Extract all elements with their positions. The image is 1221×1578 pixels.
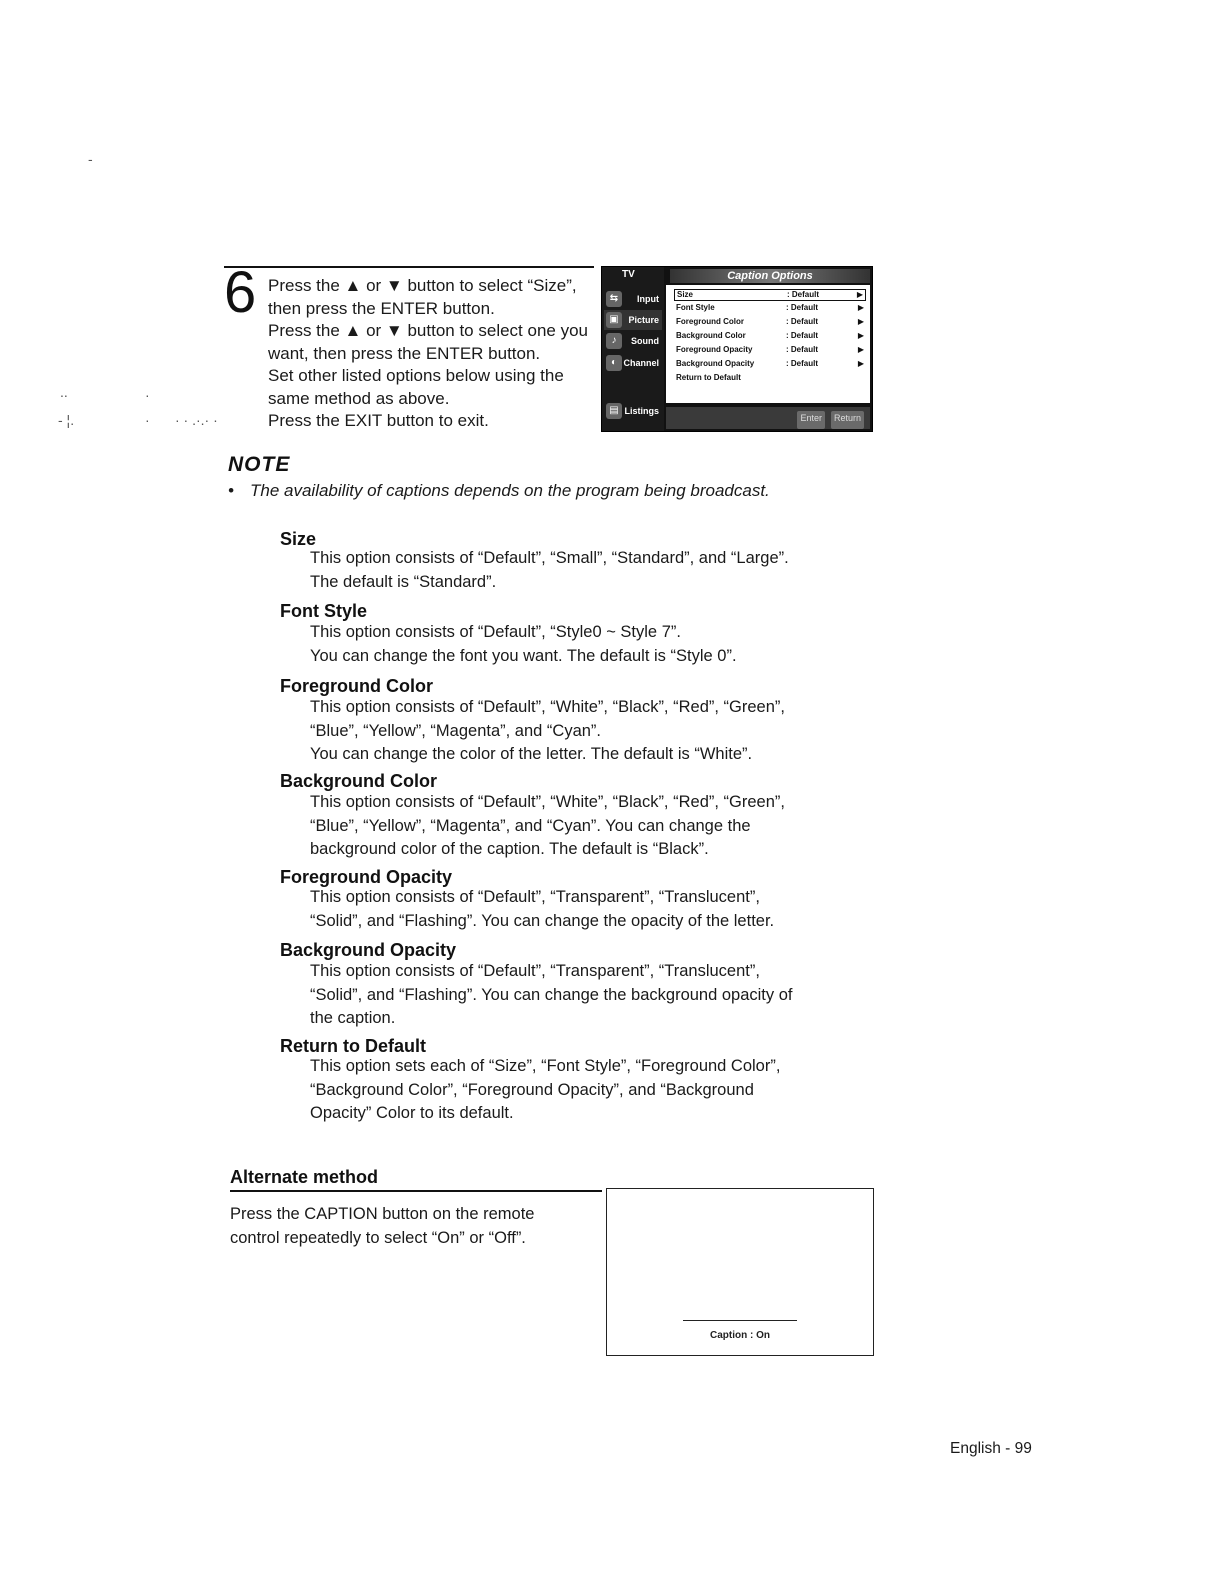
scan-mark: - ¦. [58, 412, 75, 428]
osd-row-background-color: Background Color : Default ▶ [674, 329, 866, 343]
option-title-font-style: Font Style [280, 601, 368, 621]
osd-title: Caption Options [670, 269, 870, 283]
osd-sidebar [602, 267, 664, 431]
option-title-foreground-color: Foreground Color [280, 676, 433, 696]
caption-options-screenshot [601, 266, 873, 432]
osd-footer [666, 407, 870, 429]
scan-mark: · [145, 412, 150, 428]
osd-tv-label: TV [622, 269, 635, 280]
listings-icon: ▤ [606, 403, 622, 419]
option-desc-return-to-default: This option sets each of “Size”, “Font Style”, “Foreground Color”, “Background Color”, “Foreground Opacity”, and “Background Opacity” Color to its default. [310, 1057, 781, 1122]
scan-mark: .. [60, 384, 68, 400]
osd-row-return-to-default: Return to Default [676, 373, 741, 382]
caption-on-screenshot [606, 1188, 874, 1356]
picture-icon: ▣ [606, 312, 622, 328]
option-title-return-to-default: Return to Default [280, 1036, 426, 1056]
osd-menu-panel [666, 285, 870, 403]
step-instructions [268, 275, 603, 433]
osd-row-font-style: Font Style : Default ▶ [674, 301, 866, 315]
osd-tab-picture: ▣ Picture [604, 310, 662, 330]
arrow-right-icon: ▶ [857, 359, 864, 368]
scan-mark: · [145, 387, 150, 403]
osd-footer-enter: Enter [797, 411, 825, 429]
arrow-right-icon: ▶ [857, 303, 864, 312]
option-desc-font-style: This option consists of “Default”, “Style0 ~ Style 7”. You can change the font you want. The default is “Style 0”. [310, 623, 737, 665]
note-title: NOTE [228, 453, 291, 476]
arrow-right-icon: ▶ [856, 290, 863, 299]
osd-tab-sound: ♪ Sound [604, 331, 662, 351]
step-line: Set other listed options below using the [268, 366, 564, 385]
osd-tab-input: ⇆ Input [604, 289, 662, 309]
step-divider [224, 266, 594, 268]
page-number: English - 99 [950, 1440, 1032, 1457]
alternate-method-title: Alternate method [230, 1167, 379, 1187]
osd-row-foreground-color: Foreground Color : Default ▶ [674, 315, 866, 329]
arrow-right-icon: ▶ [857, 345, 864, 354]
option-title-foreground-opacity: Foreground Opacity [280, 867, 453, 887]
option-desc-foreground-color: This option consists of “Default”, “White”, “Black”, “Red”, “Green”, “Blue”, “Yellow”, “Magenta”, and “Cyan”. You can change the color of the letter. The default is “White”. [310, 698, 785, 763]
option-desc-background-color: This option consists of “Default”, “White”, “Black”, “Red”, “Green”, “Blue”, “Yellow”, “Magenta”, and “Cyan”. You can change the background color of the caption. The default is “Black”. [310, 793, 785, 858]
sound-icon: ♪ [606, 333, 622, 349]
step-line: same method as above. [268, 388, 450, 408]
osd-footer-return: Return [831, 411, 864, 429]
scan-mark: - [88, 151, 93, 167]
option-desc-background-opacity: This option consists of “Default”, “Transparent”, “Translucent”, “Solid”, and “Flashing”. You can change the background opacity of the caption. [310, 962, 793, 1027]
bullet-icon: • [228, 481, 234, 500]
option-desc-size: This option consists of “Default”, “Small”, “Standard”, and “Large”. The default is “Standard”. [310, 549, 789, 591]
note-bullet: • The availability of captions depends on the program being broadcast. [228, 481, 770, 500]
scan-mark: · · .·.· · [175, 412, 218, 428]
osd-row-size: Size : Default ▶ [674, 289, 866, 301]
step-number: 6 [224, 260, 257, 325]
option-title-background-opacity: Background Opacity [280, 940, 457, 960]
step-line: then press the ENTER button. [268, 298, 495, 318]
alternate-method-text: Press the CAPTION button on the remote control repeatedly to select “On” or “Off”. [230, 1205, 535, 1247]
option-title-background-color: Background Color [280, 771, 438, 791]
step-line: Press the ▲ or ▼ button to select one you [268, 321, 588, 340]
osd-row-background-opacity: Background Opacity : Default ▶ [674, 357, 866, 371]
channel-icon: ◐ [606, 355, 622, 371]
caption-indicator-line [683, 1320, 797, 1321]
caption-status: Caption : On [710, 1330, 770, 1341]
arrow-right-icon: ▶ [857, 331, 864, 340]
option-title-size: Size [280, 529, 317, 549]
osd-tab-channel: ◐ Channel [604, 353, 662, 373]
step-line: Press the ▲ or ▼ button to select “Size”, [268, 276, 577, 295]
step-line: Press the EXIT button to exit. [268, 411, 489, 430]
osd-row-foreground-opacity: Foreground Opacity : Default ▶ [674, 343, 866, 357]
option-desc-foreground-opacity: This option consists of “Default”, “Transparent”, “Translucent”, “Solid”, and “Flashing”. You can change the opacity of the letter. [310, 888, 775, 930]
input-icon: ⇆ [606, 291, 622, 307]
alternate-method-divider [230, 1190, 602, 1192]
step-line: want, then press the ENTER button. [268, 343, 541, 363]
arrow-right-icon: ▶ [857, 317, 864, 326]
osd-tab-listings: ▤ Listings [604, 401, 662, 421]
